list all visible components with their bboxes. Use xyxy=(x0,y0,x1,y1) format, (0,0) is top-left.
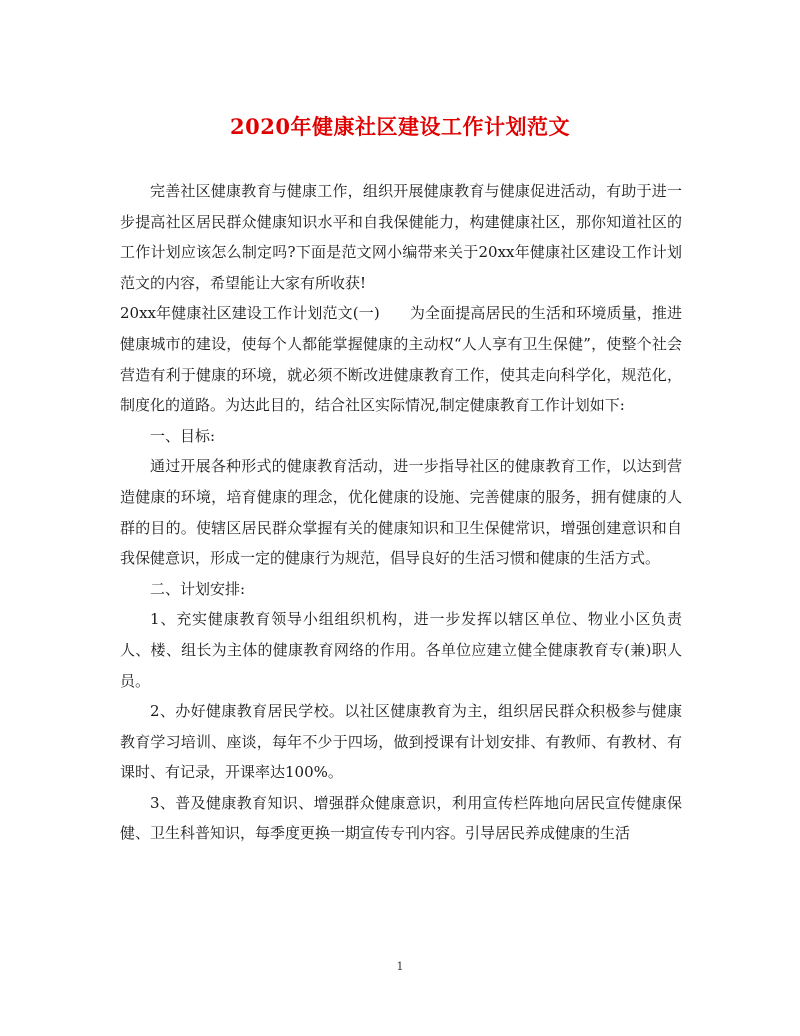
document-body xyxy=(120,176,682,849)
plan-item-2: 2、办好健康教育居民学校。以社区健康教育为主，组织居民群众积极参与健康教育学习培训、座谈，每年不少于四场，做到授课有计划安排、有教师、有教材、有课时、有记录，开课率达100%。 xyxy=(120,702,682,782)
section-heading: 20xx年健康社区建设工作计划范文(一) xyxy=(120,304,380,323)
goal-heading: 一、目标: xyxy=(150,426,216,445)
intro-paragraph: 完善社区健康教育与健康工作，组织开展健康教育与健康促进活动，有助于进一步提高社区居民群众健康知识水平和自我保健能力，构建健康社区，那你知道社区的工作计划应该怎么制定吗?下面是范文网小编带来关于20xx年健康社区建设工作计划范文的内容，希望能让大家有所收获! xyxy=(120,182,682,292)
plan-heading: 二、计划安排: xyxy=(150,579,246,598)
plan-item-3: 3、普及健康教育知识、增强群众健康意识，利用宣传栏阵地向居民宣传健康保健、卫生科普知识，每季度更换一期宣传专刊内容。引导居民养成健康的生活 xyxy=(120,793,682,843)
goal-paragraph: 通过开展各种形式的健康教育活动，进一步指导社区的健康教育工作，以达到营造健康的环境，培育健康的理念，优化健康的设施、完善健康的服务，拥有健康的人群的目的。使辖区居民群众掌握有关的健康知识和卫生保健常识，增强创建意识和自我保健意识，形成一定的健康行为规范，倡导良好的生活习惯和健康的生活方式。 xyxy=(120,457,682,568)
page-number: 1 xyxy=(396,960,404,973)
section-intro: 为全面提高居民的生活和环境质量，推进健康城市的建设，使每个人都能掌握健康的主动权“人人享有卫生保健”，使整个社会营造有利于健康的环境，就必须不断改进健康教育工作，使其走向科学化，规范化，制度化的道路。为达此目的，结合社区实际情况,制定健康教育工作计划如下: xyxy=(120,304,682,415)
document-title: 2020年健康社区建设工作计划范文 xyxy=(230,114,570,139)
section-paragraph xyxy=(120,298,682,420)
plan-item-1: 1、充实健康教育领导小组组织机构，进一步发挥以辖区单位、物业小区负责人、楼、组长为主体的健康教育网络的作用。各单位应建立健全健康教育专(兼)职人员。 xyxy=(120,610,682,690)
